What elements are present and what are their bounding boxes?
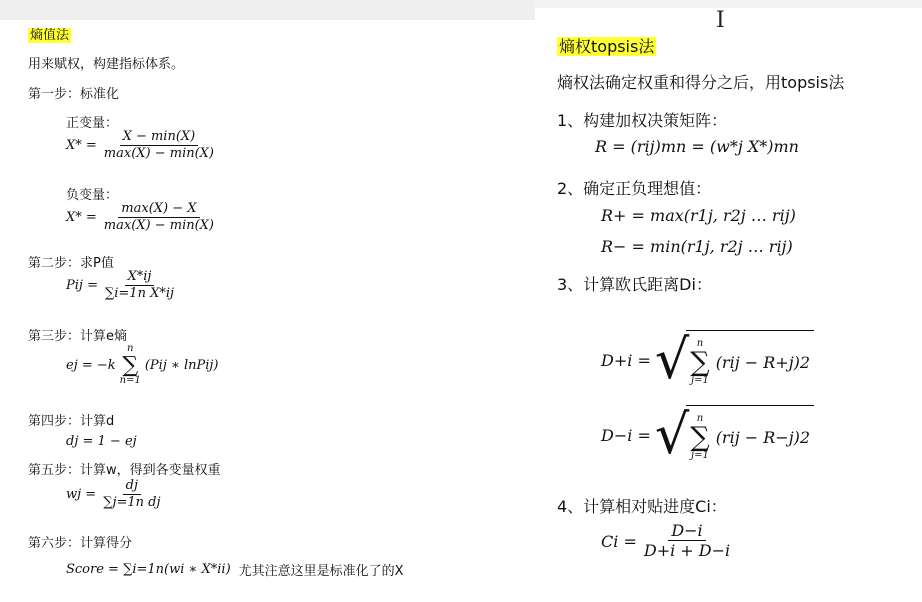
weighted-matrix-formula: R = (rij)mn = (w*j X*)mn bbox=[595, 137, 799, 156]
step5-label: 第五步：计算w，得到各变量权重 bbox=[28, 463, 221, 478]
sqrt-symbol: √ n ∑ j=1 (rij − R−j)2 bbox=[655, 405, 814, 465]
formula-lhs: X* = bbox=[66, 138, 97, 154]
formula-lhs: X* = bbox=[66, 210, 97, 226]
text-cursor-icon: I bbox=[716, 8, 725, 33]
score-line bbox=[66, 560, 404, 579]
formula-lhs: D+i = bbox=[601, 350, 651, 370]
formula-lhs: wj = bbox=[66, 487, 97, 503]
step4-label: 第四步：计算d bbox=[28, 414, 115, 429]
formula-numerator: X − min(X) bbox=[120, 130, 199, 146]
step6-label: 第六步：计算得分 bbox=[28, 536, 133, 551]
sum-lower: n=1 bbox=[119, 375, 141, 387]
formula-lhs: Pij = bbox=[66, 278, 98, 294]
formula-numerator: D−i bbox=[668, 522, 705, 541]
formula-numerator: dj bbox=[123, 479, 141, 495]
formula-rhs: (Pij ∗ lnPij) bbox=[144, 357, 219, 373]
summation: n ∑ j=1 bbox=[690, 337, 710, 387]
summation: n ∑ j=1 bbox=[690, 412, 710, 462]
d-formula: dj = 1 − ej bbox=[66, 434, 137, 449]
distance-plus-formula bbox=[601, 330, 814, 390]
step3-label: 第三步：计算e熵 bbox=[28, 329, 127, 344]
intro-text: 熵权法确定权重和得分之后，用topsis法 bbox=[557, 73, 845, 92]
negative-ideal-formula: R− = min(r1j, r2j … rij) bbox=[601, 237, 793, 256]
score-note: 尤其注意这里是标准化了的X bbox=[238, 564, 404, 579]
e-formula bbox=[66, 344, 219, 386]
step2-label: 2、确定正负理想值： bbox=[557, 179, 712, 198]
formula-denominator: max(X) − min(X) bbox=[103, 217, 215, 233]
positive-ideal-formula: R+ = max(r1j, r2j … rij) bbox=[601, 206, 796, 225]
distance-minus-formula bbox=[601, 405, 814, 465]
step1-label: 第一步：标准化 bbox=[28, 87, 120, 102]
negative-formula bbox=[66, 202, 217, 234]
sqrt-body: (rij − R−j)2 bbox=[715, 428, 811, 447]
top-shadow-band bbox=[535, 0, 922, 8]
right-panel bbox=[535, 0, 922, 602]
w-formula bbox=[66, 479, 164, 511]
formula-denominator: ∑j=1n dj bbox=[103, 494, 161, 510]
sqrt-body: (rij − R+j)2 bbox=[715, 353, 811, 372]
closeness-formula bbox=[601, 522, 733, 561]
section-title: 熵权topsis法 bbox=[559, 37, 655, 56]
negative-var-label: 负变量： bbox=[66, 188, 119, 203]
formula-lhs: Ci = bbox=[601, 531, 637, 551]
formula-denominator: max(X) − min(X) bbox=[103, 145, 215, 161]
formula-denominator: D+i + D−i bbox=[643, 541, 731, 561]
positive-var-label: 正变量： bbox=[66, 116, 119, 131]
summation: n ∑ n=1 bbox=[119, 343, 141, 387]
formula-denominator: ∑i=1n X*ij bbox=[104, 285, 175, 301]
formula-lhs: ej = −k bbox=[66, 357, 116, 373]
sqrt-symbol: √ n ∑ j=1 (rij − R+j)2 bbox=[655, 330, 814, 390]
intro-text: 用来赋权，构建指标体系。 bbox=[28, 57, 185, 72]
section-title: 熵值法 bbox=[30, 28, 70, 43]
step4-label: 4、计算相对贴进度Ci： bbox=[557, 497, 727, 516]
p-formula bbox=[66, 270, 177, 302]
step1-label: 1、构建加权决策矩阵： bbox=[557, 111, 728, 130]
formula-numerator: max(X) − X bbox=[118, 202, 199, 218]
score-formula: Score = ∑i=1n(wi ∗ X*ii) bbox=[66, 562, 231, 577]
formula-lhs: D−i = bbox=[601, 425, 651, 445]
top-shadow-band bbox=[0, 0, 535, 20]
sum-upper: n bbox=[127, 343, 134, 354]
formula-numerator: X*ij bbox=[125, 270, 155, 286]
positive-formula bbox=[66, 130, 217, 162]
step2-label: 第二步：求P值 bbox=[28, 256, 114, 271]
step3-label: 3、计算欧氏距离Di： bbox=[557, 275, 712, 294]
